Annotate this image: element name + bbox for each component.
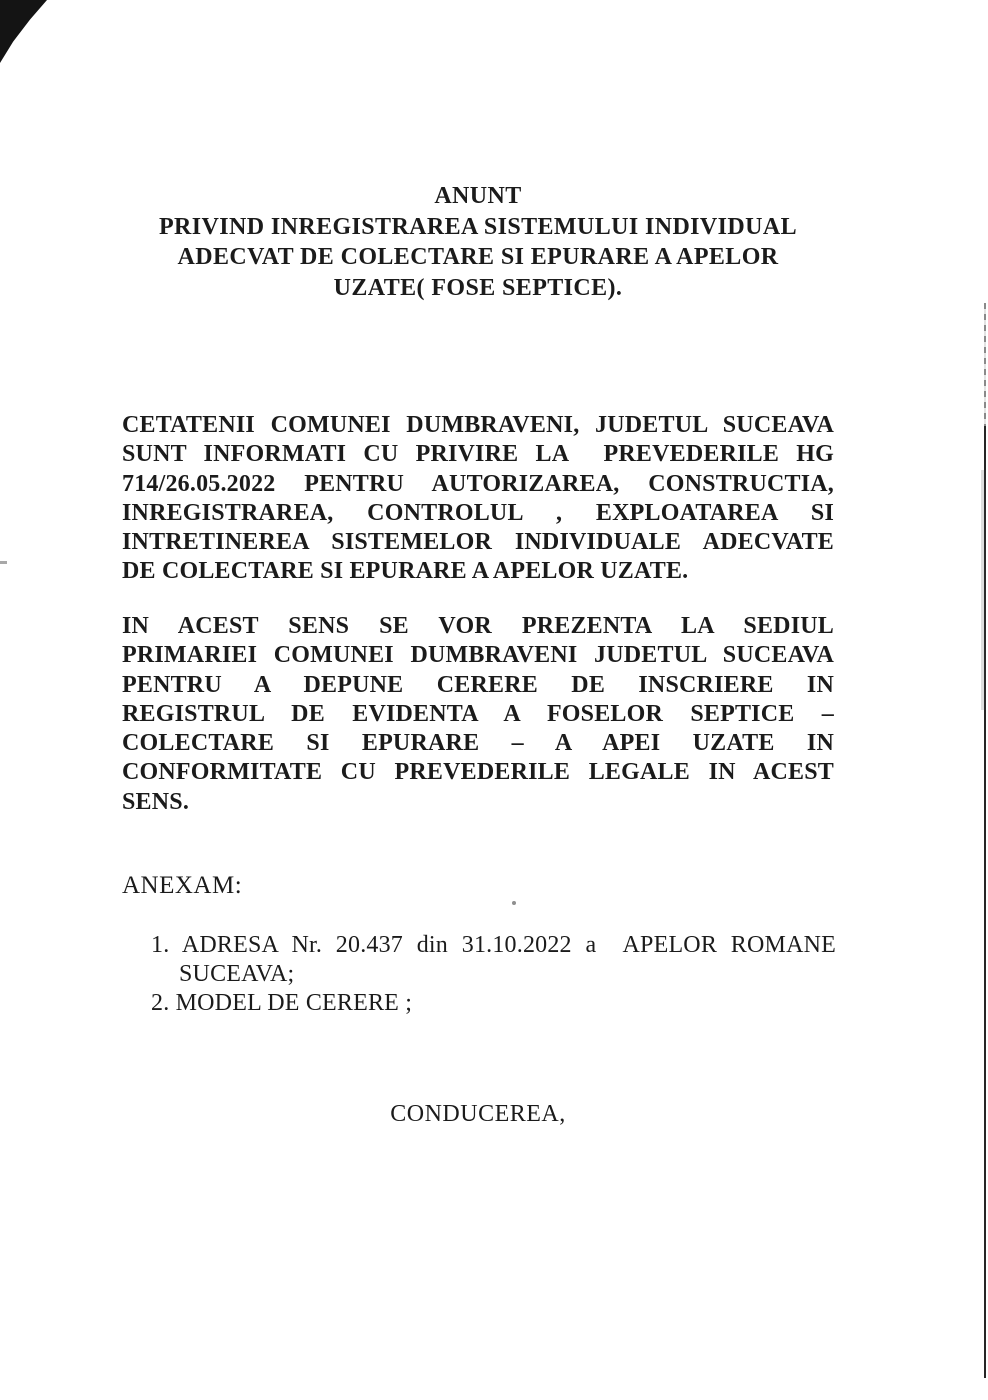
text-line: IN ACEST SENS SE VOR PREZENTA LA SEDIUL — [122, 613, 834, 639]
text-line: PRIVIND INREGISTRAREA SISTEMULUI INDIVIDUAL — [159, 213, 797, 240]
text-line: ANUNT — [434, 183, 522, 209]
text-line: PRIMARIEI COMUNEI DUMBRAVENI JUDETUL SUCEAVA — [122, 642, 834, 669]
text-line: REGISTRUL DE EVIDENTA A FOSELOR SEPTICE – — [122, 700, 834, 727]
paragraph-registration-instructions — [122, 612, 834, 817]
text-line: 2. MODEL DE CERERE ; — [151, 989, 413, 1016]
text-line: INREGISTRAREA, CONTROLUL , EXPLOATAREA SI — [122, 499, 834, 526]
text-line: PENTRU A DEPUNE CERERE DE INSCRIERE IN — [122, 671, 834, 698]
text-line: CETATENII COMUNEI DUMBRAVENI, JUDETUL SUCEAVA — [122, 412, 834, 438]
closing-label: CONDUCEREA, — [390, 1101, 566, 1127]
text-line: SUNT INFORMATI CU PRIVIRE LA PREVEDERILE HG — [122, 441, 834, 468]
text-line: CONFORMITATE CU PREVEDERILE LEGALE IN ACEST — [122, 759, 834, 786]
text-line: ADECVAT DE COLECTARE SI EPURARE A APELOR — [177, 244, 779, 270]
scan-edge-line-top — [984, 303, 986, 428]
document-title — [122, 181, 834, 303]
closing-signature-line — [122, 1101, 834, 1128]
scan-corner-artifact — [0, 0, 47, 63]
annex-list — [122, 931, 836, 1017]
paragraph-citizens-notice — [122, 411, 834, 587]
scan-stray-dot-artifact — [512, 901, 516, 905]
scan-edge-haze — [981, 470, 986, 710]
annex-heading-label: ANEXAM: — [122, 872, 243, 899]
text-line: UZATE( FOSE SEPTICE). — [333, 274, 623, 301]
text-line: 1. ADRESA Nr. 20.437 din 31.10.2022 a APELOR ROMANE — [151, 932, 836, 958]
text-line: INTRETINEREA SISTEMELOR INDIVIDUALE ADECVATE — [122, 529, 834, 556]
text-line: COLECTARE SI EPURARE – A APEI UZATE IN — [122, 730, 834, 757]
annex-heading — [122, 872, 834, 900]
scan-left-dash-artifact — [0, 561, 7, 564]
text-line: SUCEAVA; — [179, 960, 295, 987]
text-line: 714/26.05.2022 PENTRU AUTORIZAREA, CONSTRUCTIA, — [122, 470, 834, 497]
text-line: SENS. — [122, 788, 190, 815]
text-line: DE COLECTARE SI EPURARE A APELOR UZATE. — [122, 558, 689, 585]
